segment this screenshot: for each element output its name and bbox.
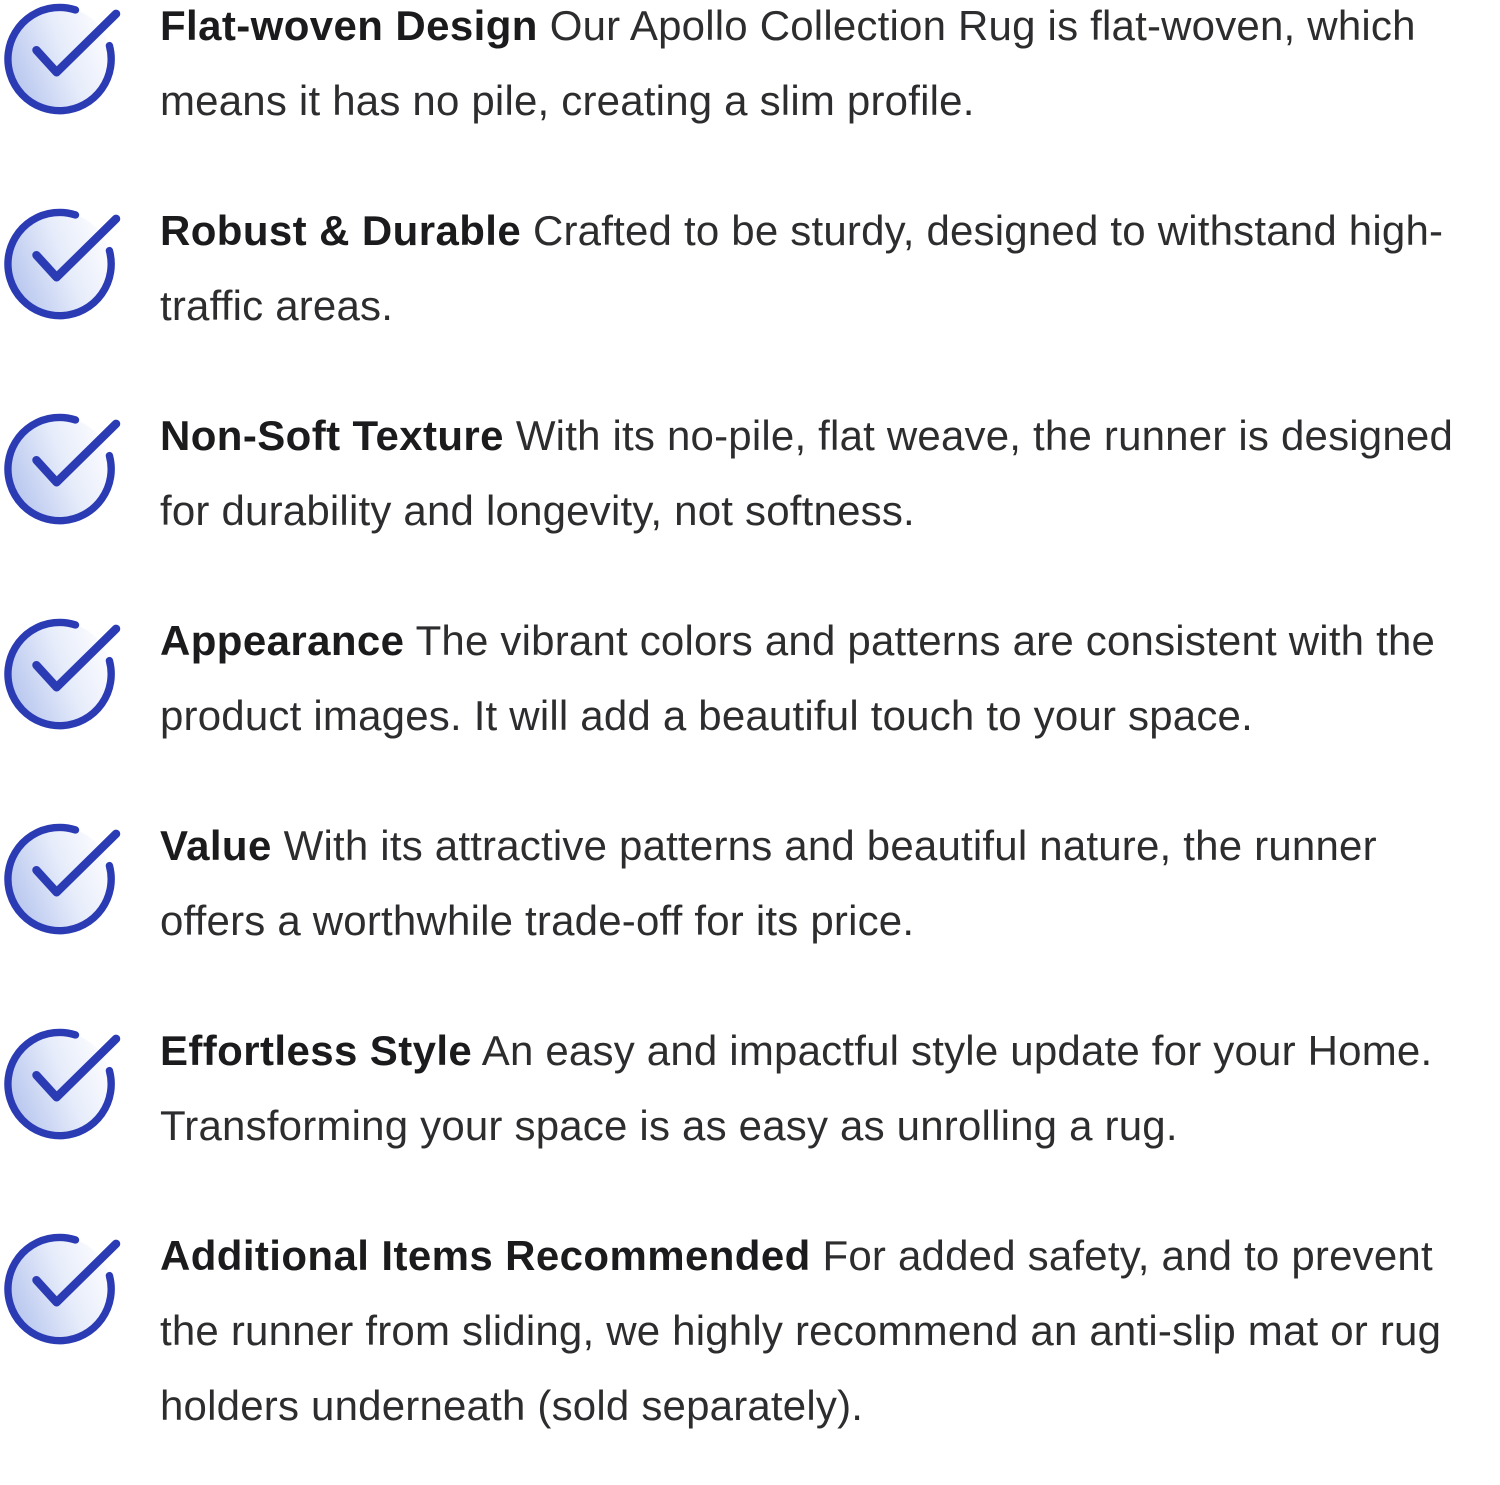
feature-title: Non-Soft Texture [160,412,504,459]
feature-description: Our Apollo Collection Rug is flat-woven, which means it has no pile, creating a slim profile. [160,2,1416,124]
feature-text [160,808,1492,958]
feature-text [160,0,1492,138]
feature-row [4,1230,1500,1485]
check-circle-icon [4,1230,122,1348]
feature-text [160,398,1492,548]
check-circle-icon [4,1025,122,1143]
feature-description: With its attractive patterns and beautiful nature, the runner offers a worthwhile trade-off for its price. [160,822,1377,944]
feature-description: The vibrant colors and patterns are consistent with the product images. It will add a beautiful touch to your space. [160,617,1436,739]
feature-title: Value [160,822,272,869]
feature-row [4,615,1500,820]
feature-row [4,205,1500,410]
feature-title: Flat-woven Design [160,2,538,49]
feature-text [160,1013,1492,1163]
feature-description: Crafted to be sturdy, designed to withstand high-traffic areas. [160,207,1444,329]
feature-description: An easy and impactful style update for your Home. Transforming your space is as easy as unrolling a rug. [160,1027,1433,1149]
feature-row [4,410,1500,615]
feature-text [160,193,1492,343]
feature-title: Robust & Durable [160,207,522,254]
feature-description: With its no-pile, flat weave, the runner is designed for durability and longevity, not softness. [160,412,1454,534]
check-circle-icon [4,205,122,323]
feature-row [4,0,1500,205]
check-circle-icon [4,0,122,118]
feature-title: Effortless Style [160,1027,473,1074]
feature-title: Appearance [160,617,405,664]
feature-text [160,603,1492,753]
feature-text [160,1218,1492,1443]
feature-description: For added safety, and to prevent the runner from sliding, we highly recommend an anti-slip mat or rug holders underneath (sold separately). [160,1232,1442,1429]
feature-title: Additional Items Recommended [160,1232,811,1279]
check-circle-icon [4,820,122,938]
feature-row [4,820,1500,1025]
check-circle-icon [4,615,122,733]
feature-row [4,1025,1500,1230]
check-circle-icon [4,410,122,528]
